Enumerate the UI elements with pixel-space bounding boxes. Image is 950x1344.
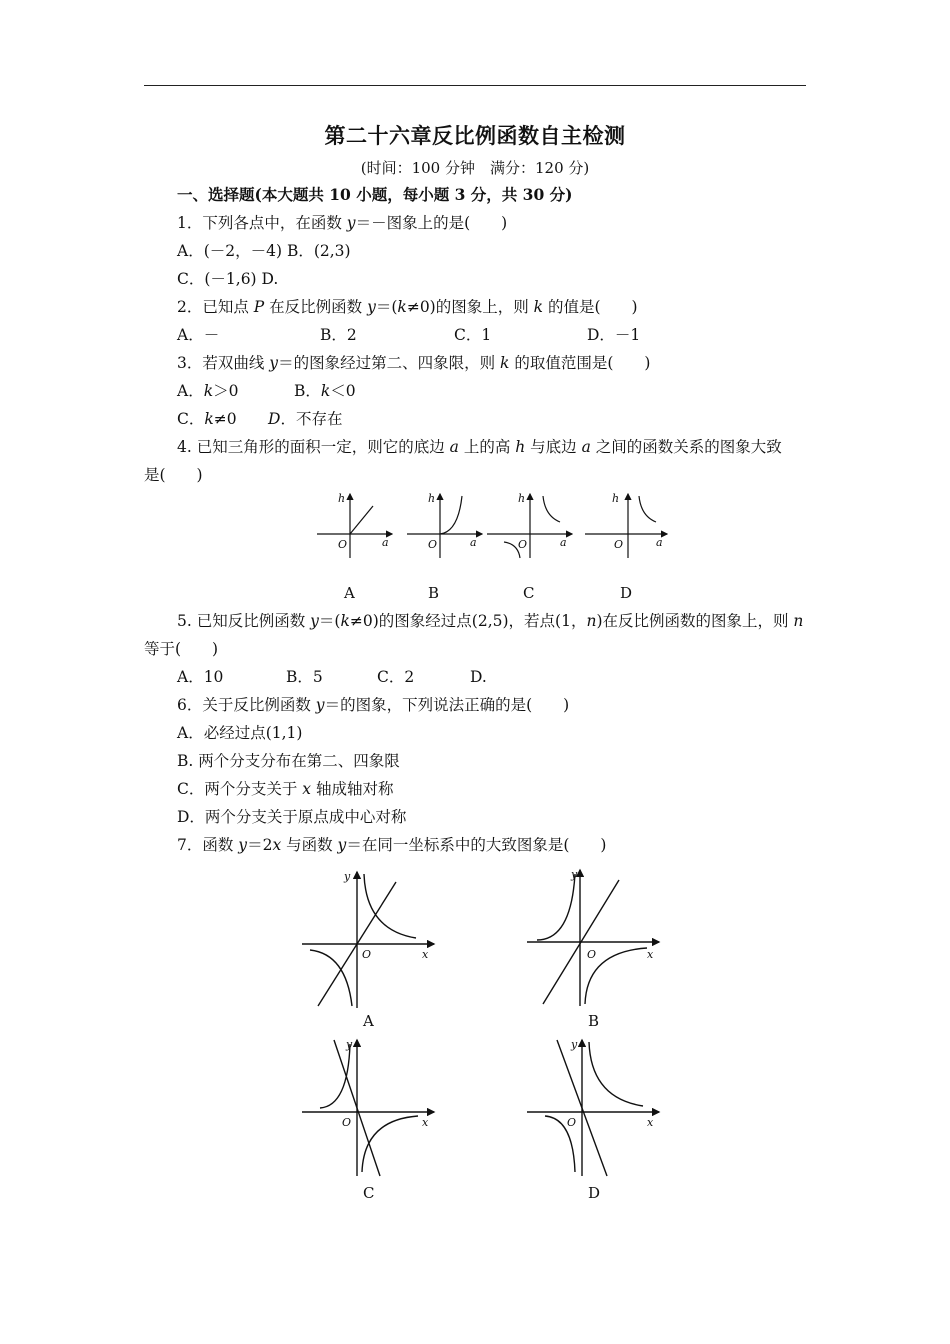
q4-c-axis-h: h <box>518 492 526 505</box>
question-6-option-a: A．必经过点(1,1) <box>177 724 303 742</box>
question-3-stem: 3．若双曲线 y＝的图象经过第二、四象限，则 k 的取值范围是( ) <box>177 354 651 372</box>
q4-a-origin: O <box>338 538 348 551</box>
question-3-option-d: D．不存在 <box>268 410 343 428</box>
q7-a-axis-x: x <box>422 948 429 961</box>
q7-b-axis-y: y <box>571 868 578 881</box>
q4-b-axis-a: a <box>470 536 477 549</box>
q7-c-axis-x: x <box>422 1116 429 1129</box>
q7-graph-d <box>525 1036 665 1178</box>
page-subtitle: (时间：100 分钟 满分：120 分) <box>360 159 590 177</box>
q4-d-origin: O <box>614 538 624 551</box>
q4-b-axis-h: h <box>428 492 436 505</box>
question-1-options-cd: C．(－1,6) D. <box>177 270 279 288</box>
question-5-stem-continued: 等于( ) <box>144 640 219 658</box>
q7-a-axis-y: y <box>344 870 351 883</box>
question-2-option-d: D．－1 <box>587 326 641 344</box>
question-6-stem: 6．关于反比例函数 y＝的图象，下列说法正确的是( ) <box>177 696 570 714</box>
q7-label-b: B <box>588 1012 600 1030</box>
question-3-option-c: C．k≠0 <box>177 410 237 428</box>
section-heading: 一、选择题(本大题共 10 小题，每小题 3 分，共 30 分) <box>177 185 573 204</box>
q7-graph-a <box>300 868 440 1010</box>
q7-d-origin: O <box>567 1116 577 1129</box>
q4-label-a: A <box>344 584 355 602</box>
question-2-stem: 2．已知点 P 在反比例函数 y＝(k≠0)的图象上，则 k 的值是( ) <box>177 298 638 316</box>
q4-label-b: B <box>428 584 440 602</box>
q7-d-axis-y: y <box>571 1038 578 1051</box>
question-2-option-c: C．1 <box>454 326 492 344</box>
q4-a-axis-a: a <box>382 536 389 549</box>
page-title: 第二十六章反比例函数自主检测 <box>324 123 626 148</box>
question-5-option-c: C．2 <box>377 668 415 686</box>
question-4-graphs <box>310 488 680 560</box>
q4-label-d: D <box>620 584 633 602</box>
question-3-option-b: B．k＜0 <box>294 382 356 400</box>
question-5-option-a: A．10 <box>177 668 224 686</box>
q7-label-a: A <box>363 1012 374 1030</box>
q7-c-axis-y: y <box>346 1038 353 1051</box>
q7-label-d: D <box>588 1184 601 1202</box>
question-6-option-c: C．两个分支关于 x 轴成轴对称 <box>177 780 394 798</box>
q4-c-axis-a: a <box>560 536 567 549</box>
q7-graph-b <box>525 866 665 1008</box>
question-5-stem: 5. 已知反比例函数 y＝(k≠0)的图象经过点(2,5)，若点(1，n)在反比例函数的图象上，则 n <box>177 612 804 630</box>
q4-d-axis-a: a <box>656 536 663 549</box>
q4-graph-a <box>317 494 392 558</box>
question-6-option-d: D．两个分支关于原点成中心对称 <box>177 808 407 826</box>
q4-a-axis-h: h <box>338 492 346 505</box>
q7-label-c: C <box>363 1184 375 1202</box>
q7-b-origin: O <box>587 948 597 961</box>
question-6-option-b: B. 两个分支分布在第二、四象限 <box>177 752 400 770</box>
q7-c-origin: O <box>342 1116 352 1129</box>
question-2-option-b: B．2 <box>320 326 357 344</box>
q4-graph-d <box>585 494 667 558</box>
question-4-stem-continued: 是( ) <box>144 466 203 484</box>
question-3-option-a: A．k＞0 <box>177 382 239 400</box>
question-2-option-a: A．－ <box>177 326 220 344</box>
q7-graph-c <box>300 1036 440 1178</box>
question-7-stem: 7．函数 y＝2x 与函数 y＝在同一坐标系中的大致图象是( ) <box>177 836 607 854</box>
q4-c-origin: O <box>518 538 528 551</box>
question-1-stem: 1．下列各点中，在函数 y＝－图象上的是( ) <box>177 214 508 232</box>
question-4-stem: 4. 已知三角形的面积一定，则它的底边 a 上的高 h 与底边 a 之间的函数关系的图象大致 <box>177 438 782 456</box>
question-5-option-b: B．5 <box>286 668 323 686</box>
q7-a-origin: O <box>362 948 372 961</box>
q7-b-axis-x: x <box>647 948 654 961</box>
q7-d-axis-x: x <box>647 1116 654 1129</box>
question-1-options-ab: A．(－2，－4) B．(2,3) <box>177 242 351 260</box>
top-rule <box>144 85 806 86</box>
q4-b-origin: O <box>428 538 438 551</box>
q4-d-axis-h: h <box>612 492 620 505</box>
q4-label-c: C <box>523 584 535 602</box>
question-5-option-d: D. <box>470 668 487 686</box>
